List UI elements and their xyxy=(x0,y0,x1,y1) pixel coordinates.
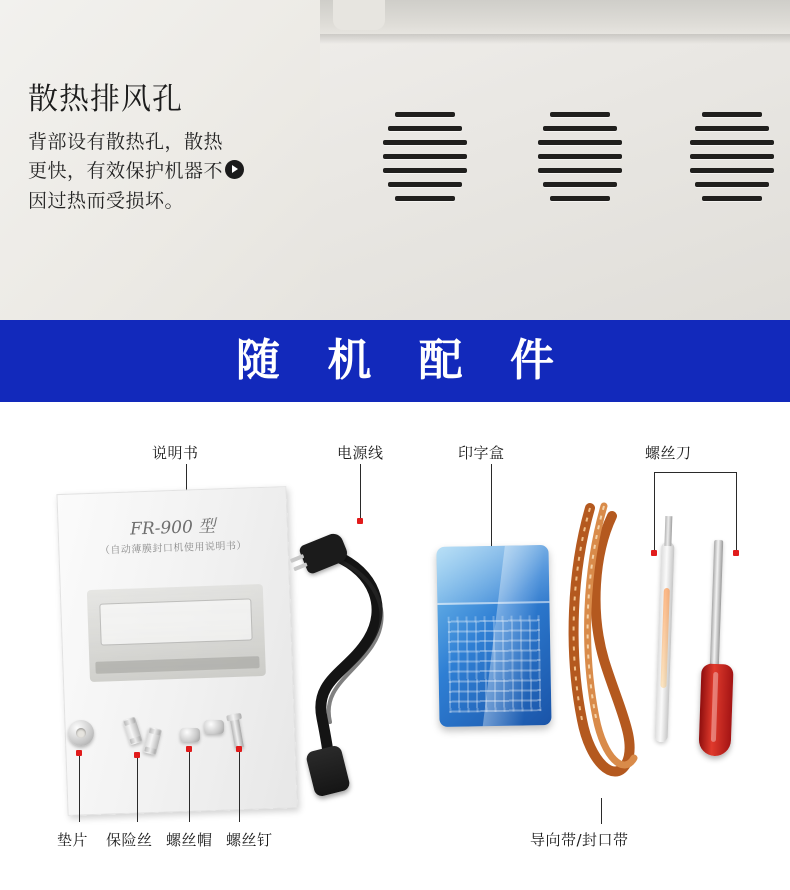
leader-line-screw xyxy=(239,752,240,822)
vent-desc-line-1: 背部设有散热孔，散热 xyxy=(28,131,224,153)
louver-slot xyxy=(543,182,617,187)
leader-line-ink-box xyxy=(491,464,492,552)
leader-line-guide-belt xyxy=(601,798,602,824)
manual-illustration xyxy=(87,584,266,682)
screwdriver-handle xyxy=(698,663,733,756)
vent-photo-section xyxy=(0,0,790,320)
guide-belt-shape xyxy=(560,500,650,800)
label-manual: 说明书 xyxy=(152,444,199,462)
label-washer: 垫片 xyxy=(57,831,89,849)
machine-top-edge xyxy=(320,0,790,34)
louver-slot xyxy=(395,112,455,117)
vent-louver-group-1 xyxy=(383,112,467,210)
vent-louver-group-3 xyxy=(690,112,774,210)
louver-slot xyxy=(695,182,769,187)
vent-heading: 散热排风孔 xyxy=(28,82,183,117)
louver-slot xyxy=(383,168,467,173)
vent-text-block xyxy=(28,82,308,216)
louver-slot xyxy=(702,196,762,201)
guide-belt xyxy=(560,500,650,800)
louver-slot xyxy=(695,126,769,131)
vent-description xyxy=(28,128,308,216)
louver-slot xyxy=(538,154,622,159)
louver-slot xyxy=(383,140,467,145)
louver-slot xyxy=(690,168,774,173)
ink-box xyxy=(436,545,551,727)
banner-title: 随 机 配 件 xyxy=(236,335,570,386)
louver-slot xyxy=(543,126,617,131)
louver-slot xyxy=(383,154,467,159)
louver-slot xyxy=(550,196,610,201)
label-screwdriver: 螺丝刀 xyxy=(645,444,692,462)
leader-line-fuse xyxy=(137,758,138,822)
vent-desc-line-3: 因过热而受损坏。 xyxy=(28,189,185,212)
label-power-cord: 电源线 xyxy=(337,444,384,462)
voltage-tester-pen xyxy=(655,542,675,742)
manual-subtitle: （自动薄膜封口机使用说明书） xyxy=(99,540,248,557)
louver-slot xyxy=(690,154,774,159)
nut-part xyxy=(180,728,200,742)
tool-group xyxy=(648,522,758,812)
louver-slot xyxy=(702,112,762,117)
label-ink-box: 印字盒 xyxy=(458,444,505,462)
vent-desc-line-2: 更快，有效保护机器不 xyxy=(28,160,224,183)
leader-line-nut xyxy=(189,752,190,822)
nut-part xyxy=(204,720,224,734)
louver-slot xyxy=(690,140,774,145)
machine-top-notch xyxy=(333,0,385,30)
vent-louver-group-2 xyxy=(538,112,622,210)
accessories-section xyxy=(0,402,790,890)
manual-booklet xyxy=(56,486,297,816)
washer-part xyxy=(68,720,94,746)
screwdriver-shaft xyxy=(710,540,723,668)
leader-line-screwdriver-horizontal xyxy=(654,472,736,473)
label-fuse: 保险丝 xyxy=(106,831,153,849)
power-cord xyxy=(296,512,416,812)
accessories-banner xyxy=(0,320,790,402)
louver-slot xyxy=(388,126,462,131)
label-nut: 螺丝帽 xyxy=(166,831,213,849)
louver-slot xyxy=(550,112,610,117)
label-guide-belt: 导向带/封口带 xyxy=(530,831,629,849)
louver-slot xyxy=(388,182,462,187)
label-screw: 螺丝钉 xyxy=(226,831,273,849)
machine-body-shadow xyxy=(320,34,790,44)
louver-slot xyxy=(538,140,622,145)
louver-slot xyxy=(538,168,622,173)
leader-line-washer xyxy=(79,756,80,822)
manual-model-title: FR-900 型 xyxy=(129,516,216,540)
louver-slot xyxy=(395,196,455,201)
play-circle-icon xyxy=(225,160,244,179)
